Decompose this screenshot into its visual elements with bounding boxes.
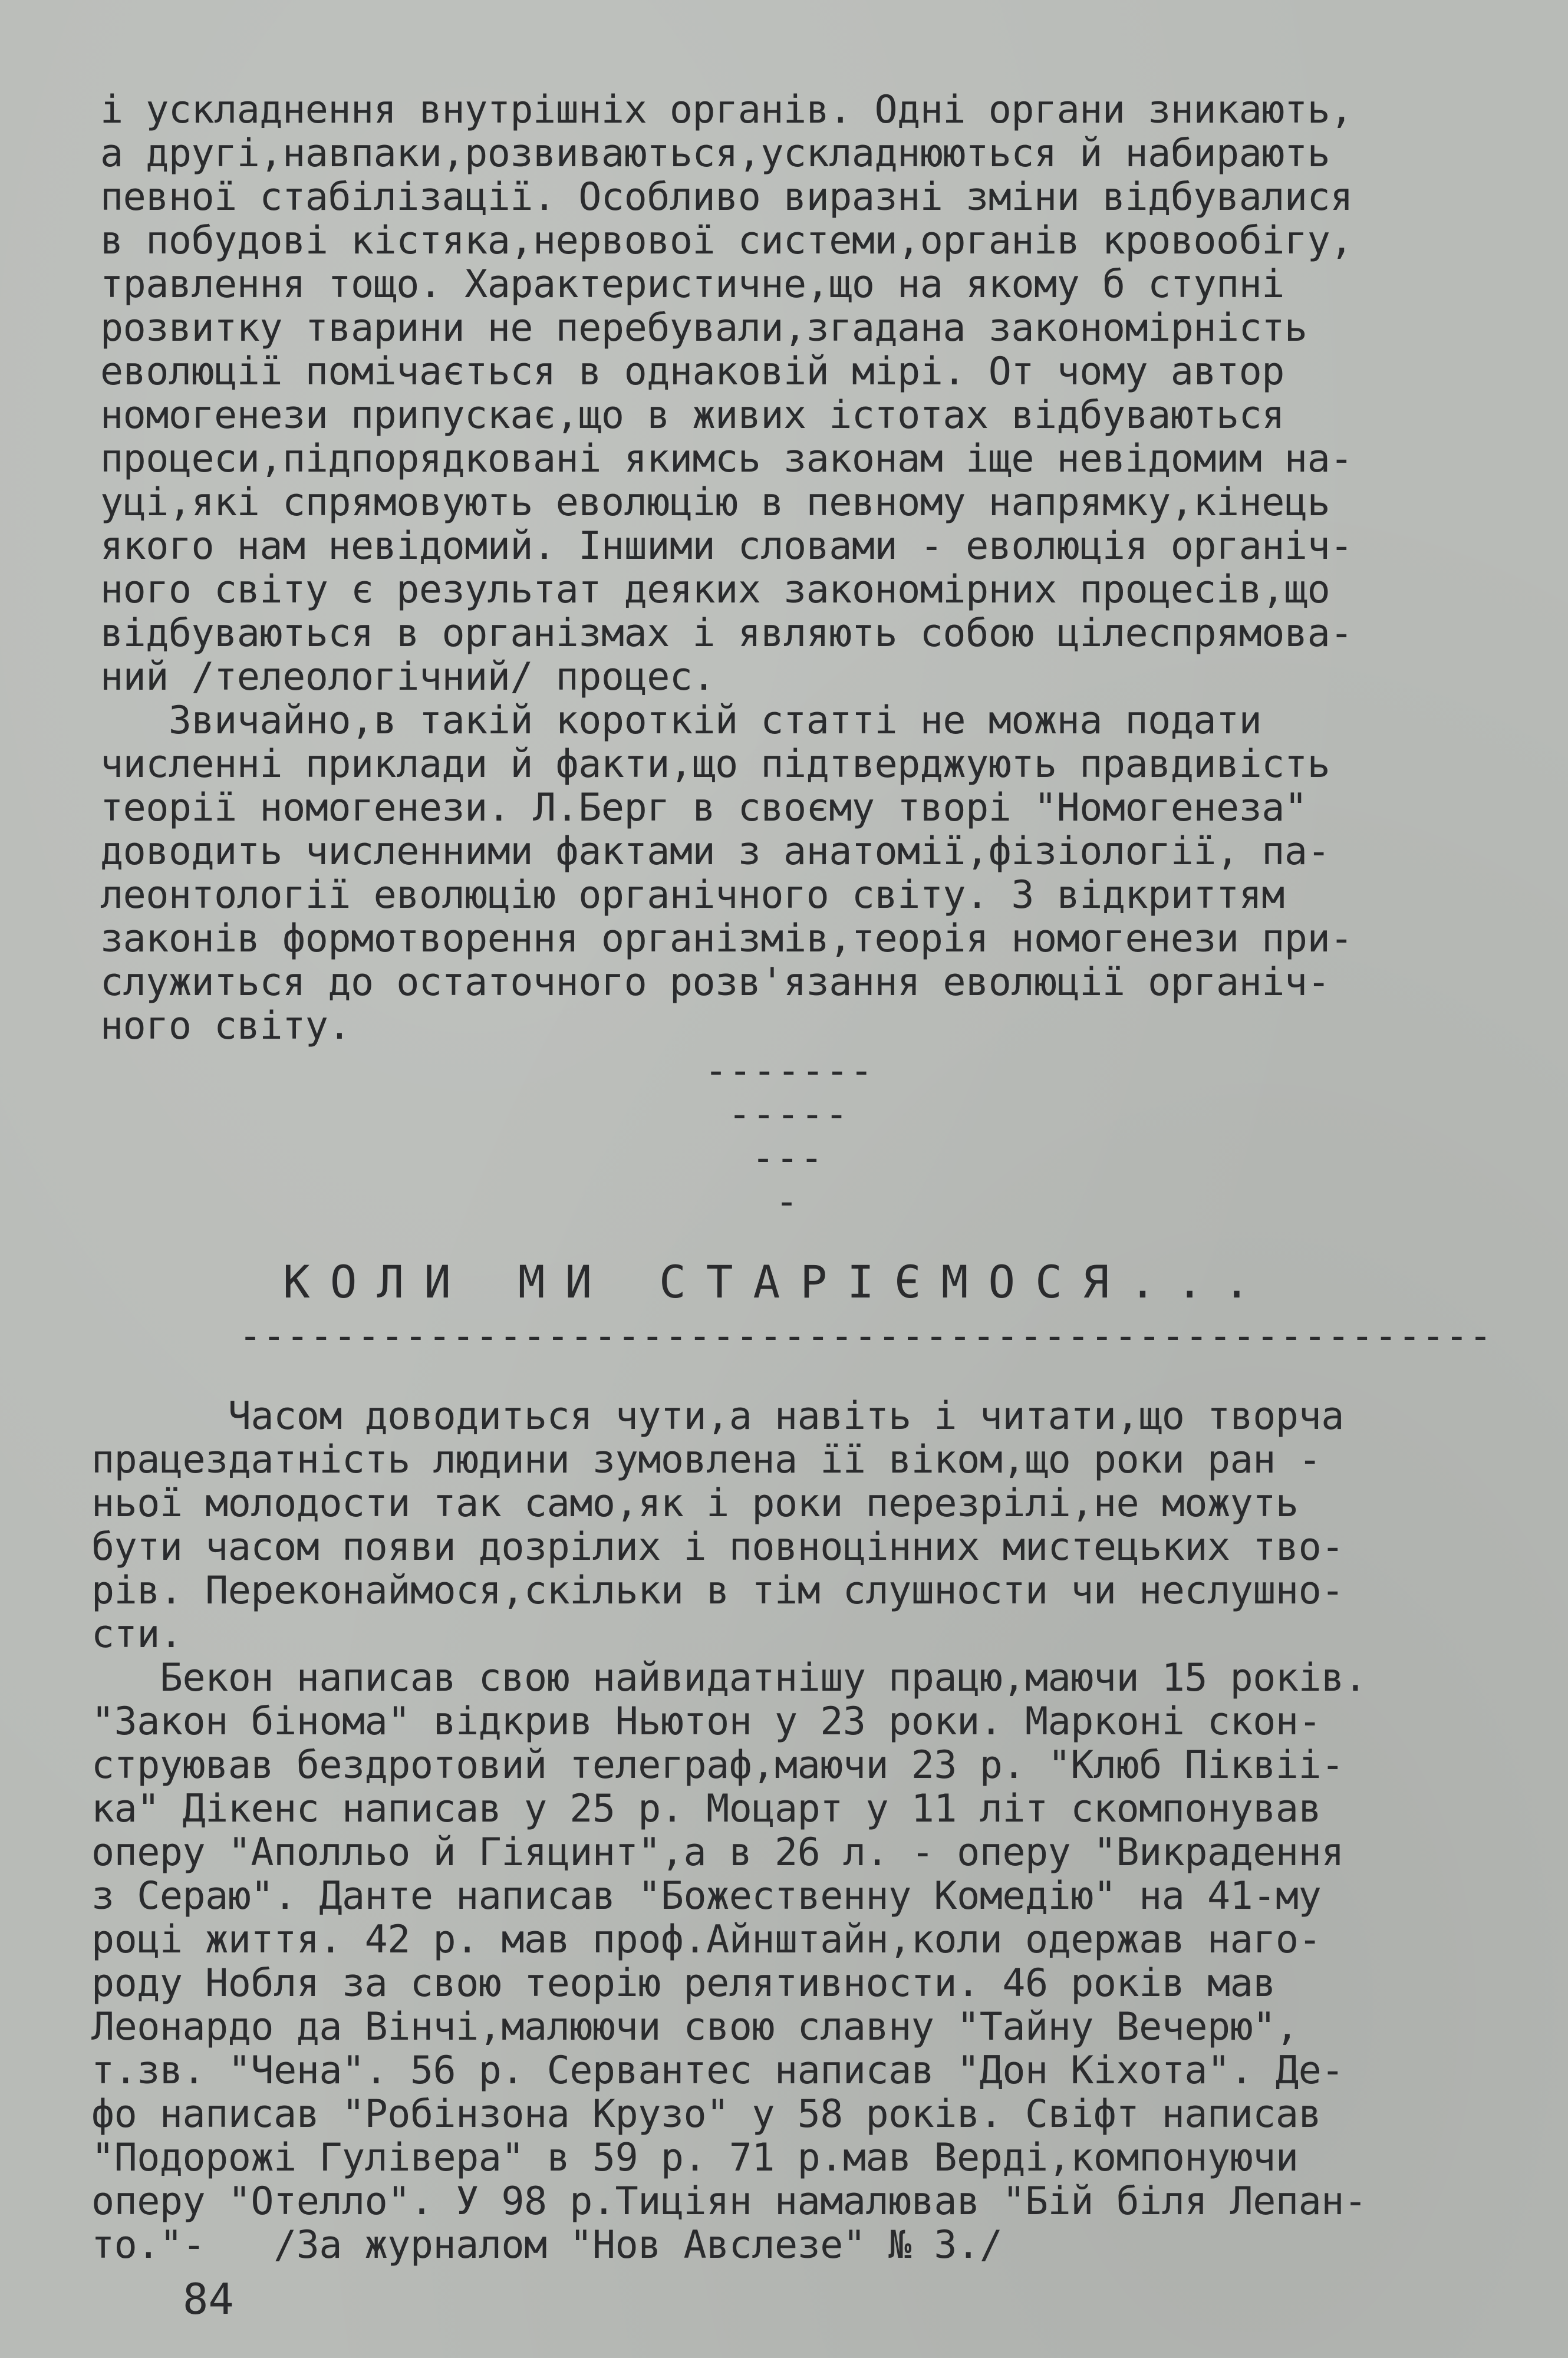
title-underline: ----------------------------------------------------- [239, 1314, 1493, 1358]
article2-line: струював бездротовий телеграф,маючи 23 р. "Клюб Піквіі- [91, 1743, 1344, 1787]
article2-line: "Подорожі Гулівера" в 59 р. 71 р.мав Верді,компонуючи [91, 2136, 1299, 2180]
article1-line: а другі,навпаки,розвиваються,ускладнюються й набирають [100, 131, 1330, 176]
section-separator-line: ----- [728, 1092, 849, 1137]
article2-line: фо написав "Робінзона Крузо" у 58 років. Свіфт написав [91, 2092, 1322, 2136]
article1-line: ного світу. [100, 1004, 351, 1048]
article2-line: році життя. 42 р. мав проф.Айнштайн,коли одержав наго- [91, 1918, 1322, 1962]
article1-line: якого нам невідомий. Іншими словами - еволюція органіч- [100, 524, 1353, 568]
article1-line: в побудові кістяка,нервової системи,органів кровообігу, [100, 219, 1353, 263]
article2-line: сти. [91, 1612, 183, 1656]
article2-line: ньої молодости так само,як і роки перезрілі,не можуть [91, 1481, 1299, 1526]
article1-line: процеси,підпорядковані якимсь законам іще невідомим на- [100, 437, 1353, 481]
article1-line: відбуваються в організмах і являють собою цілеспрямова- [100, 611, 1353, 656]
article1-line: ний /телеологічний/ процес. [100, 655, 716, 699]
section-separator-line: --- [752, 1136, 825, 1180]
article2-line: то."- /За журналом "Нов Авслезе" № 3./ [91, 2223, 1003, 2267]
article1-line: і ускладнення внутрішніх органів. Одні органи зникають, [100, 88, 1353, 132]
article1-line: уці,які спрямовують еволюцію в певному напрямку,кінець [100, 480, 1330, 525]
section-separator-line: ------- [704, 1049, 874, 1093]
article2-line: Леонардо да Вінчі,малюючи свою славну "Тайну Вечерю", [91, 2005, 1299, 2049]
article2-line: т.зв. "Чена". 56 р. Сервантес написав "Дон Кіхота". Де- [91, 2049, 1344, 2093]
article1-line: численні приклади й факти,що підтверджують правдивість [100, 742, 1330, 786]
article1-line: теорії номогенези. Л.Берг в своєму творі "Номогенеза" [100, 786, 1307, 830]
article1-line: певної стабілізації. Особливо виразні зміни відбувалися [100, 175, 1353, 219]
article1-line: законів формотворення організмів,теорія номогенези при- [100, 917, 1353, 961]
article2-line: ка" Дікенс написав у 25 р. Моцарт у 11 літ скомпонував [91, 1787, 1322, 1831]
article1-line: леонтології еволюцію органічного світу. З відкриттям [100, 873, 1284, 917]
article1-line: служиться до остаточного розв'язання еволюції органіч- [100, 960, 1330, 1005]
article2-line: оперу "Аполльо й Гіяцинт",а в 26 л. - оперу "Викрадення [91, 1830, 1344, 1875]
article2-line: рів. Переконаймося,скільки в тім слушности чи неслушно- [91, 1569, 1344, 1613]
article1-line: еволюції помічається в однаковій мірі. От чому автор [100, 350, 1284, 394]
article-title: КОЛИ МИ СТАРІЄМОСЯ... [283, 1256, 1270, 1308]
page-number: 84 [183, 2274, 234, 2324]
article2-line: "Закон бінома" відкрив Ньютон у 23 роки. Марконі скон- [91, 1700, 1322, 1744]
article1-line: травлення тощо. Характеристичне,що на якому б ступні [100, 262, 1284, 307]
article1-line: номогенези припускає,що в живих істотах відбуваються [100, 393, 1284, 437]
article1-line: ного світу є результат деяких закономірних процесів,що [100, 568, 1330, 612]
article2-line: з Сераю". Данте написав "Божественну Комедію" на 41-му [91, 1874, 1322, 1918]
article1-line: Звичайно,в такій короткій статті не можна подати [100, 699, 1262, 743]
article2-line: роду Нобля за свою теорію релятивности. 46 років мав [91, 1961, 1276, 2005]
article2-line: Часом доводиться чути,а навіть і читати,що творча [91, 1394, 1344, 1438]
article2-line: бути часом появи дозрілих і повноцінних мистецьких тво- [91, 1525, 1344, 1569]
article1-line: доводить численними фактами з анатомії,фізіології, па- [100, 829, 1330, 874]
article2-line: оперу "Отелло". У 98 р.Тиціян намалював "Бій біля Лепан- [91, 2179, 1367, 2224]
section-separator-line: - [775, 1180, 800, 1224]
article2-line: Бекон написав свою найвидатнішу працю,маючи 15 років. [91, 1656, 1367, 1700]
article1-line: розвитку тварини не перебували,згадана закономірність [100, 306, 1307, 350]
article2-line: працездатність людини зумовлена її віком,що роки ран - [91, 1438, 1322, 1482]
